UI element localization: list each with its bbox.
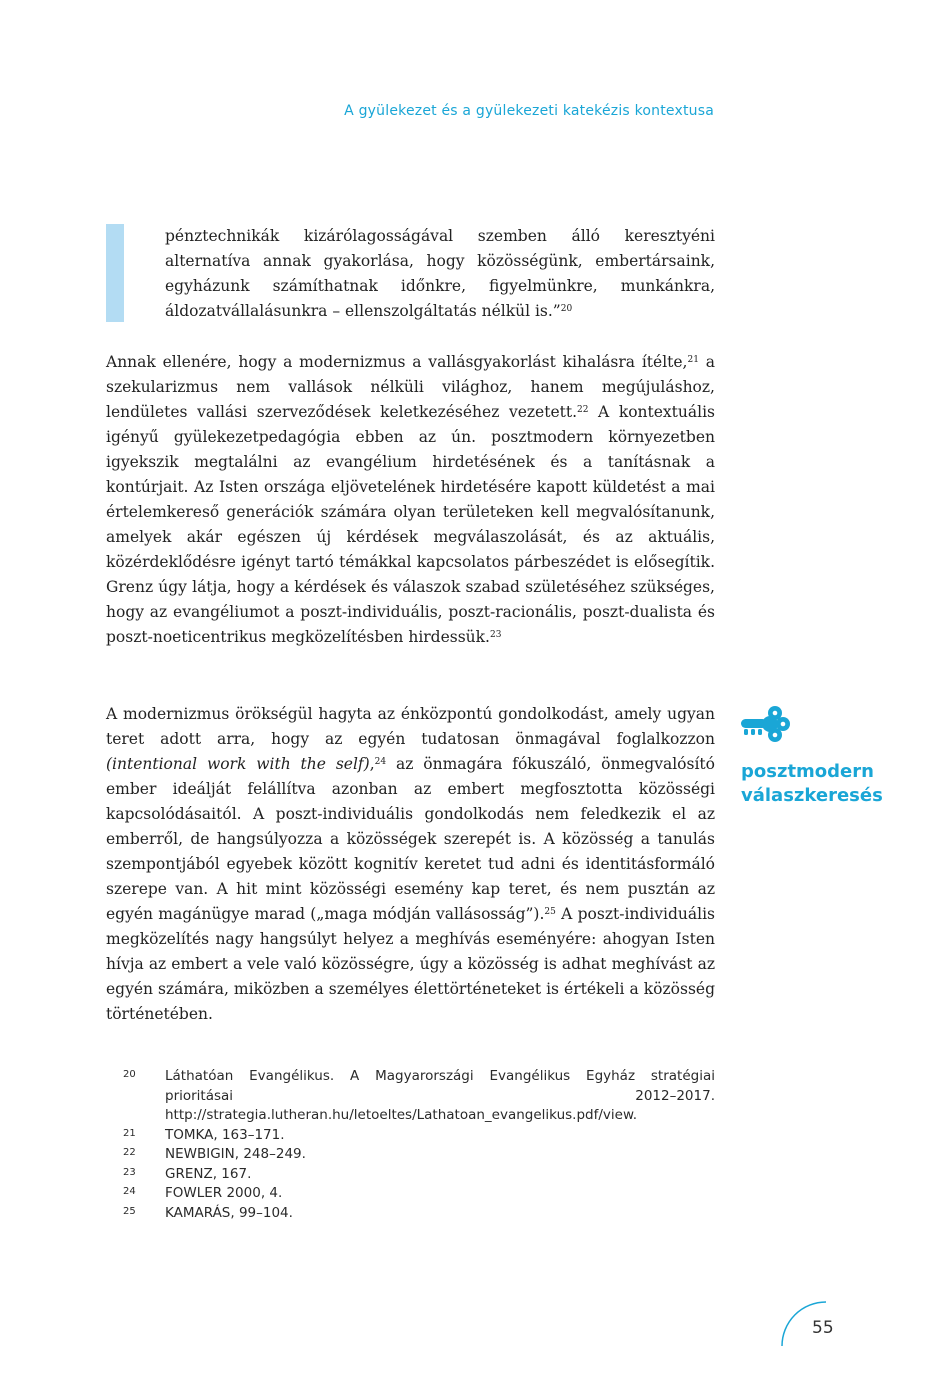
footnote-ref: 21 xyxy=(687,355,699,365)
paragraph-text: A modernizmus örökségül hagyta az énközpontú gondolkodást, amely ugyan teret adott arra, hogy az egyén tudatosan önmagával foglalkozzon xyxy=(106,705,715,748)
paragraph-text: a szekularizmus nem vallások nélküli világhoz, hanem megújuláshoz, lendületes vallási szerveződések keletkezéséhez vezetett. xyxy=(106,353,716,421)
footnote-number: 25 xyxy=(123,1205,136,1217)
margin-label-line: posztmodern xyxy=(741,761,874,782)
footnote-number: 20 xyxy=(123,1069,136,1080)
footnote-ref: 23 xyxy=(490,630,502,640)
footnote-number: 21 xyxy=(123,1127,136,1139)
page-number: 55 xyxy=(812,1318,834,1338)
body-paragraph-2 xyxy=(106,702,715,1027)
paragraph-text: , xyxy=(369,755,375,773)
footnote xyxy=(106,1184,715,1204)
margin-note xyxy=(741,705,883,808)
footnote-text: FOWLER 2000, 4. xyxy=(165,1185,283,1201)
footnote xyxy=(106,1145,715,1165)
paragraph-text: az önmagára fókuszáló, önmegvalósító ember ideálját felállítva azonban az embert megfosztotta közösségi kapcsolódásaitól. A poszt-individuális gondolkodás nem feledkezik el az emberről, de hangsúlyozza a közösségek szerepét is. A közösség a tanulás szempontjából egyebek között kognitív keretet tud adni és identitásformáló szerepe van. A hit mint közösségi esemény kap teret, és nem pusztán az egyén magánügye marad („maga módján vallásosság”). xyxy=(106,755,715,923)
footnote-text: GRENZ, 167. xyxy=(165,1165,252,1182)
key-icon xyxy=(741,705,791,743)
footnote-number: 22 xyxy=(123,1147,136,1158)
body-paragraph-1 xyxy=(106,350,715,650)
footnote xyxy=(106,1204,715,1224)
footnote-text: TOMKA, 163–171. xyxy=(165,1126,285,1143)
footnote-text: Láthatóan Evangélikus. A Magyarországi Evangélikus Egyház stratégiai prioritásai 2012–2017. http://strategia.lutheran.hu/letoeltes/Lathatoan_evangelikus.pdf/view. xyxy=(165,1068,715,1123)
footnote-number: 24 xyxy=(123,1186,136,1197)
footnote xyxy=(106,1126,715,1146)
footnote xyxy=(106,1067,715,1126)
footnote-ref: 25 xyxy=(544,907,556,917)
footnote xyxy=(106,1165,715,1185)
margin-label-line: válaszkeresés xyxy=(741,785,883,806)
footnote-text: NEWBIGIN, 248–249. xyxy=(165,1146,306,1162)
footnote-ref: 22 xyxy=(577,405,589,415)
quote-bar xyxy=(106,224,124,322)
footnote-text: KAMARÁS, 99–104. xyxy=(165,1204,293,1221)
block-quote xyxy=(165,224,715,324)
running-title: A gyülekezet és a gyülekezeti katekézis kontextusa xyxy=(344,103,714,119)
footnote-ref: 20 xyxy=(560,304,573,314)
italic-phrase: (intentional work with the self) xyxy=(106,755,370,773)
paragraph-text: A poszt-individuális megközelítés nagy hangsúlyt helyez a meghívás eseményére: ahogyan Isten hívja az embert a vele való közösségre, úgy a közösség is adhat meghívást az egyén számára, miközben a személyes élettörténeteket is értékeli a közösség történetében. xyxy=(106,905,715,1023)
margin-label xyxy=(741,760,883,808)
footnote-ref: 24 xyxy=(374,757,387,767)
quote-text: pénztechnikák kizárólagosságával szemben álló keresztyéni alternatíva annak gyakorlása, hogy közösségünk, embertársaink, egyházunk számíthatnak időnkre, figyelmünkre, munkánkra, áldozatvállalásunkra – ellenszolgáltatás nélkül is.” xyxy=(165,227,715,320)
footnote-number: 23 xyxy=(123,1166,136,1178)
footnotes xyxy=(106,1067,715,1223)
paragraph-text: Annak ellenére, hogy a modernizmus a vallásgyakorlást kihalásra ítélte, xyxy=(106,353,688,371)
paragraph-text: A kontextuális igényű gyülekezetpedagógia ebben az ún. posztmodern környezetben igyekszik megtalálni az evangélium hirdetésének és a tanításnak a kontúrjait. Az Isten országa eljövetelének hirdetésére kapott küldetést a mai értelemkereső generációk számára olyan területeken kell megvalósítanunk, amelyek akár egészen új kérdések megválaszolását, és az aktuális, közérdeklődésre igényt tartó témákkal kapcsolatos párbeszédet is elősegítik. Grenz úgy látja, hogy a kérdések és válaszok szabad születéséhez szükséges, hogy az evangéliumot a poszt-individuális, poszt-racionális, poszt-dualista és poszt-noeticentrikus megközelítésben hirdessük. xyxy=(106,403,715,646)
